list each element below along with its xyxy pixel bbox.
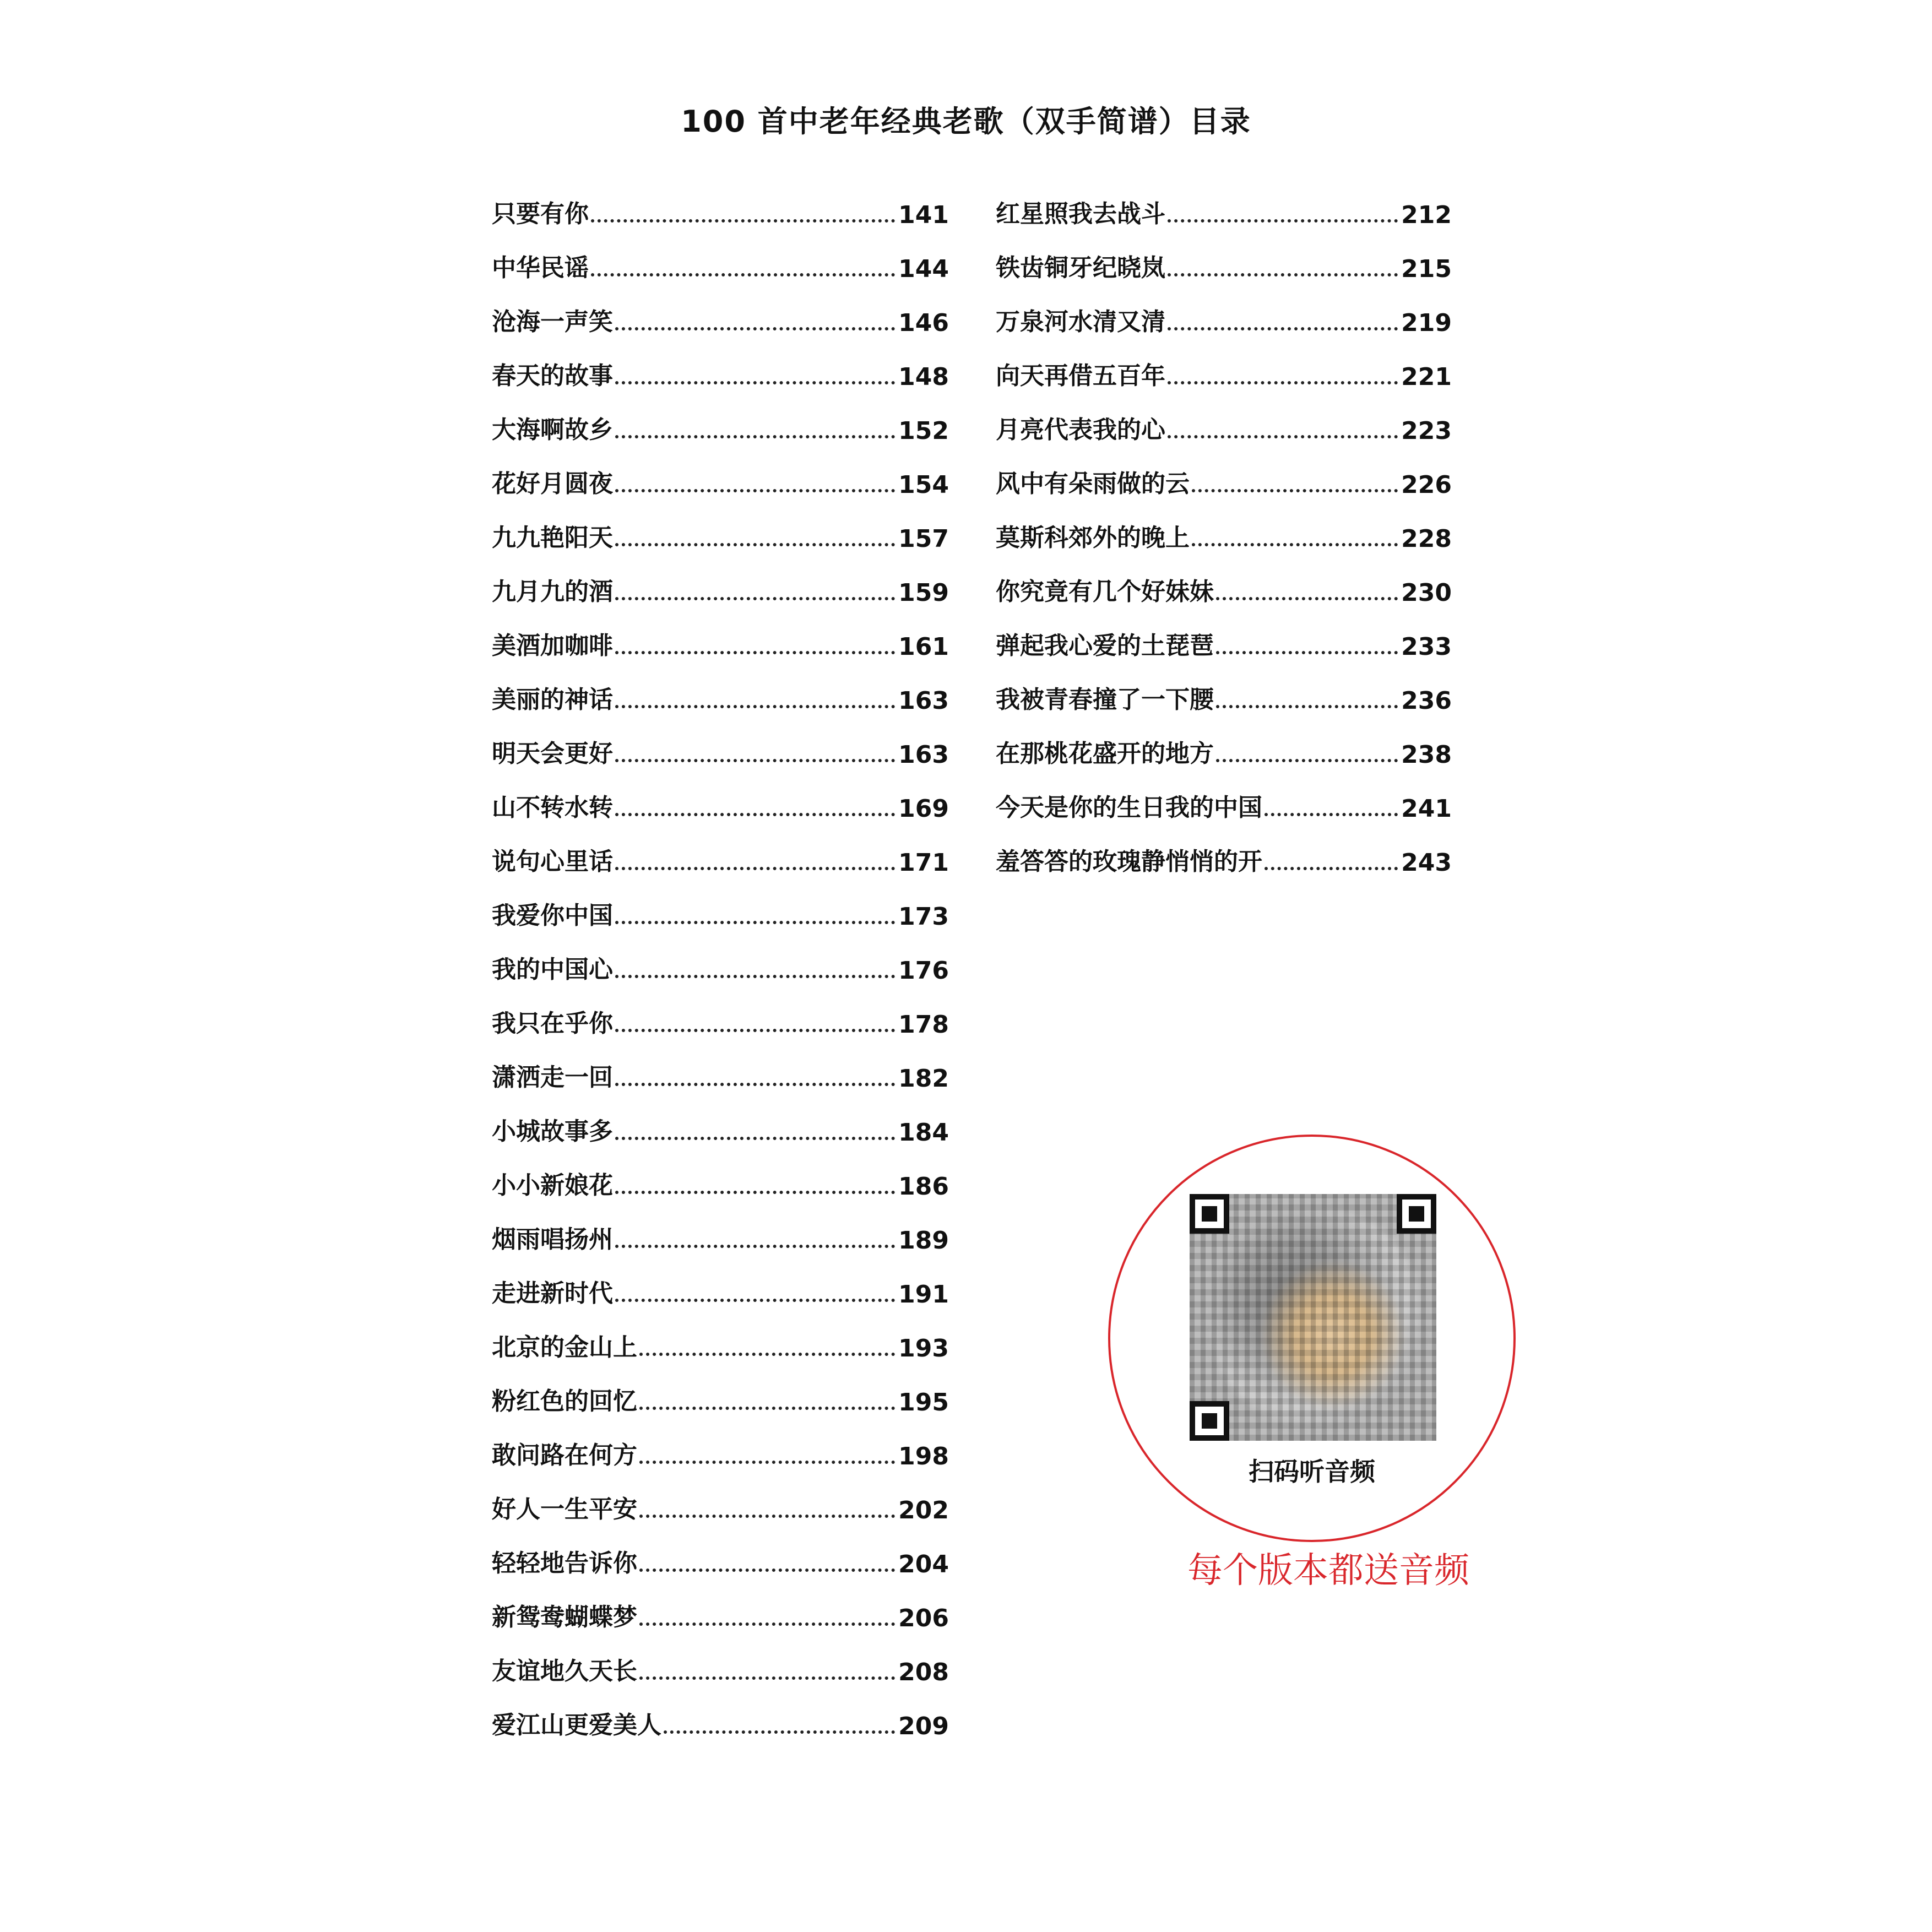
page-number: 173 [898,903,949,931]
page-number: 195 [898,1388,949,1417]
promo-text: 每个版本都送音频 [1187,1550,1469,1591]
page-number: 169 [898,795,949,823]
toc-entry[interactable] [492,1632,949,1686]
dot-leader [639,1515,895,1518]
toc-entry[interactable] [492,1470,949,1524]
song-title: 潇洒走一回 [492,1063,613,1092]
page-number: 171 [898,849,949,877]
toc-entry[interactable] [492,1147,949,1201]
dot-leader [639,1569,895,1572]
page-number: 228 [1401,525,1452,553]
dot-leader [615,381,895,384]
song-title: 新鸳鸯蝴蝶梦 [492,1603,637,1631]
page-number: 233 [1401,633,1452,661]
song-title: 粉红色的回忆 [492,1387,637,1415]
toc-entry[interactable] [492,229,949,283]
dot-leader [615,1245,895,1248]
dot-leader [1168,381,1398,384]
song-title: 爱江山更爱美人 [492,1711,661,1739]
dot-leader [615,813,895,816]
song-title: 春天的故事 [492,362,613,390]
page-number: 178 [898,1011,949,1039]
dot-leader [591,219,895,222]
song-title: 今天是你的生日我的中国 [996,794,1262,822]
page-number: 241 [1401,795,1452,823]
page-number: 191 [898,1280,949,1309]
page-number: 148 [898,363,949,391]
dot-leader [639,1622,895,1626]
song-title: 羞答答的玫瑰静悄悄的开 [996,848,1262,876]
toc-entry[interactable] [492,1417,949,1470]
page-number: 154 [898,471,949,499]
song-title: 美酒加咖啡 [492,632,613,660]
toc-entry[interactable] [996,283,1452,337]
song-title: 好人一生平安 [492,1495,637,1523]
page-number: 198 [898,1442,949,1470]
page-number: 238 [1401,741,1452,769]
page-number: 202 [898,1496,949,1524]
dot-leader [1168,219,1398,222]
dot-leader [615,1029,895,1032]
page-number: 221 [1401,363,1452,391]
toc-entry[interactable] [996,553,1452,607]
song-title: 你究竟有几个好妹妹 [996,578,1214,606]
page-number: 152 [898,417,949,445]
page-number: 163 [898,741,949,769]
page-number: 159 [898,579,949,607]
dot-leader [615,1137,895,1140]
page-title: 100 首中老年经典老歌（双手简谱）目录 [681,104,1251,139]
toc-entry[interactable] [492,985,949,1039]
toc-entry[interactable] [492,607,949,661]
page-number: 141 [898,201,949,229]
dot-leader [1168,273,1398,276]
page-number: 144 [898,255,949,283]
page-number: 186 [898,1173,949,1201]
dot-leader [639,1676,895,1680]
page-number: 208 [898,1658,949,1686]
song-title: 我被青春撞了一下腰 [996,686,1214,714]
song-title: 小小新娘花 [492,1171,613,1200]
qr-finder-bottom-left [1190,1401,1229,1441]
page-number: 193 [898,1334,949,1363]
toc-entry[interactable] [492,931,949,985]
toc-entry[interactable] [492,661,949,715]
dot-leader [615,597,895,600]
qr-code[interactable] [1190,1194,1436,1441]
toc-entry[interactable] [492,499,949,553]
song-title: 只要有你 [492,200,589,228]
toc-entry[interactable] [492,823,949,877]
toc-entry[interactable] [996,607,1452,661]
toc-entry[interactable] [492,1578,949,1632]
toc-entry[interactable] [996,445,1452,499]
song-title: 美丽的神话 [492,686,613,714]
toc-entry[interactable] [492,1201,949,1255]
song-title: 月亮代表我的心 [996,416,1165,444]
toc-entry[interactable] [492,1093,949,1147]
dot-leader [1265,867,1398,870]
toc-entry[interactable] [996,661,1452,715]
dot-leader [1216,597,1398,600]
dot-leader [1216,705,1398,708]
toc-entry[interactable] [492,1039,949,1093]
toc-entry[interactable] [492,1363,949,1417]
song-title: 敢问路在何方 [492,1441,637,1469]
dot-leader [1168,327,1398,330]
song-title: 在那桃花盛开的地方 [996,740,1214,768]
dot-leader [664,1730,895,1734]
dot-leader [615,759,895,762]
song-title: 风中有朵雨做的云 [996,470,1190,498]
dot-leader [615,489,895,492]
page-number: 189 [898,1227,949,1255]
toc-entry[interactable] [492,445,949,499]
dot-leader [615,867,895,870]
song-title: 沧海一声笑 [492,308,613,336]
page-number: 206 [898,1604,949,1632]
dot-leader [1265,813,1398,816]
toc-entry[interactable] [492,283,949,337]
toc-entry[interactable] [996,391,1452,445]
page-number: 163 [898,687,949,715]
song-title: 轻轻地告诉你 [492,1549,637,1577]
page-number: 223 [1401,417,1452,445]
dot-leader [615,921,895,924]
song-title: 九九艳阳天 [492,524,613,552]
song-title: 我的中国心 [492,956,613,984]
toc-entry[interactable] [996,499,1452,553]
qr-finder-top-right [1397,1194,1436,1234]
song-title: 烟雨唱扬州 [492,1225,613,1253]
page-number: 176 [898,957,949,985]
dot-leader [639,1407,895,1410]
page-number: 230 [1401,579,1452,607]
page-number: 146 [898,309,949,337]
dot-leader [639,1461,895,1464]
toc-entry[interactable] [996,337,1452,391]
dot-leader [615,705,895,708]
toc-entry[interactable] [996,175,1452,229]
page-number: 161 [898,633,949,661]
page-number: 236 [1401,687,1452,715]
page-number: 182 [898,1065,949,1093]
song-title: 友谊地久天长 [492,1657,637,1685]
dot-leader [615,327,895,330]
toc-entry[interactable] [492,877,949,931]
dot-leader [615,651,895,654]
song-title: 向天再借五百年 [996,362,1165,390]
toc-entry[interactable] [492,391,949,445]
song-title: 铁齿铜牙纪晓岚 [996,254,1165,282]
dot-leader [615,543,895,546]
song-title: 大海啊故乡 [492,416,613,444]
toc-entry[interactable] [492,1686,949,1740]
dot-leader [615,1191,895,1194]
song-title: 九月九的酒 [492,578,613,606]
dot-leader [639,1353,895,1356]
toc-entry[interactable] [996,229,1452,283]
page-number: 226 [1401,471,1452,499]
toc-entry[interactable] [996,715,1452,769]
dot-leader [615,1299,895,1302]
page-number: 157 [898,525,949,553]
song-title: 弹起我心爱的土琵琶 [996,632,1214,660]
dot-leader [591,273,895,276]
dot-leader [1192,543,1398,546]
toc-entry[interactable] [996,769,1452,823]
toc-entry[interactable] [996,823,1452,877]
dot-leader [1192,489,1398,492]
song-title: 红星照我去战斗 [996,200,1165,228]
dot-leader [615,435,895,438]
dot-leader [615,975,895,978]
song-title: 走进新时代 [492,1279,613,1307]
page-number: 219 [1401,309,1452,337]
song-title: 我只在乎你 [492,1010,613,1038]
song-title: 说句心里话 [492,848,613,876]
toc-entry[interactable] [492,715,949,769]
song-title: 中华民谣 [492,254,589,282]
page-number: 204 [898,1550,949,1578]
page-number: 243 [1401,849,1452,877]
toc-entry[interactable] [492,769,949,823]
song-title: 我爱你中国 [492,902,613,930]
qr-label: 扫码听音频 [1249,1457,1375,1486]
page-number: 215 [1401,255,1452,283]
dot-leader [1216,651,1398,654]
page-number: 184 [898,1119,949,1147]
page-number: 209 [898,1712,949,1740]
song-title: 莫斯科郊外的晚上 [996,524,1190,552]
toc-right-column [996,175,1452,877]
song-title: 花好月圆夜 [492,470,613,498]
toc-entry[interactable] [492,175,949,229]
toc-entry[interactable] [492,1524,949,1578]
qr-finder-top-left [1190,1194,1229,1234]
dot-leader [615,1083,895,1086]
toc-entry[interactable] [492,1255,949,1309]
toc-entry[interactable] [492,553,949,607]
song-title: 小城故事多 [492,1117,613,1146]
toc-entry[interactable] [492,1309,949,1363]
song-title: 北京的金山上 [492,1333,637,1361]
dot-leader [1168,435,1398,438]
song-title: 明天会更好 [492,740,613,768]
toc-left-column [492,175,949,1740]
song-title: 山不转水转 [492,794,613,822]
song-title: 万泉河水清又清 [996,308,1165,336]
toc-entry[interactable] [492,337,949,391]
page-number: 212 [1401,201,1452,229]
dot-leader [1216,759,1398,762]
